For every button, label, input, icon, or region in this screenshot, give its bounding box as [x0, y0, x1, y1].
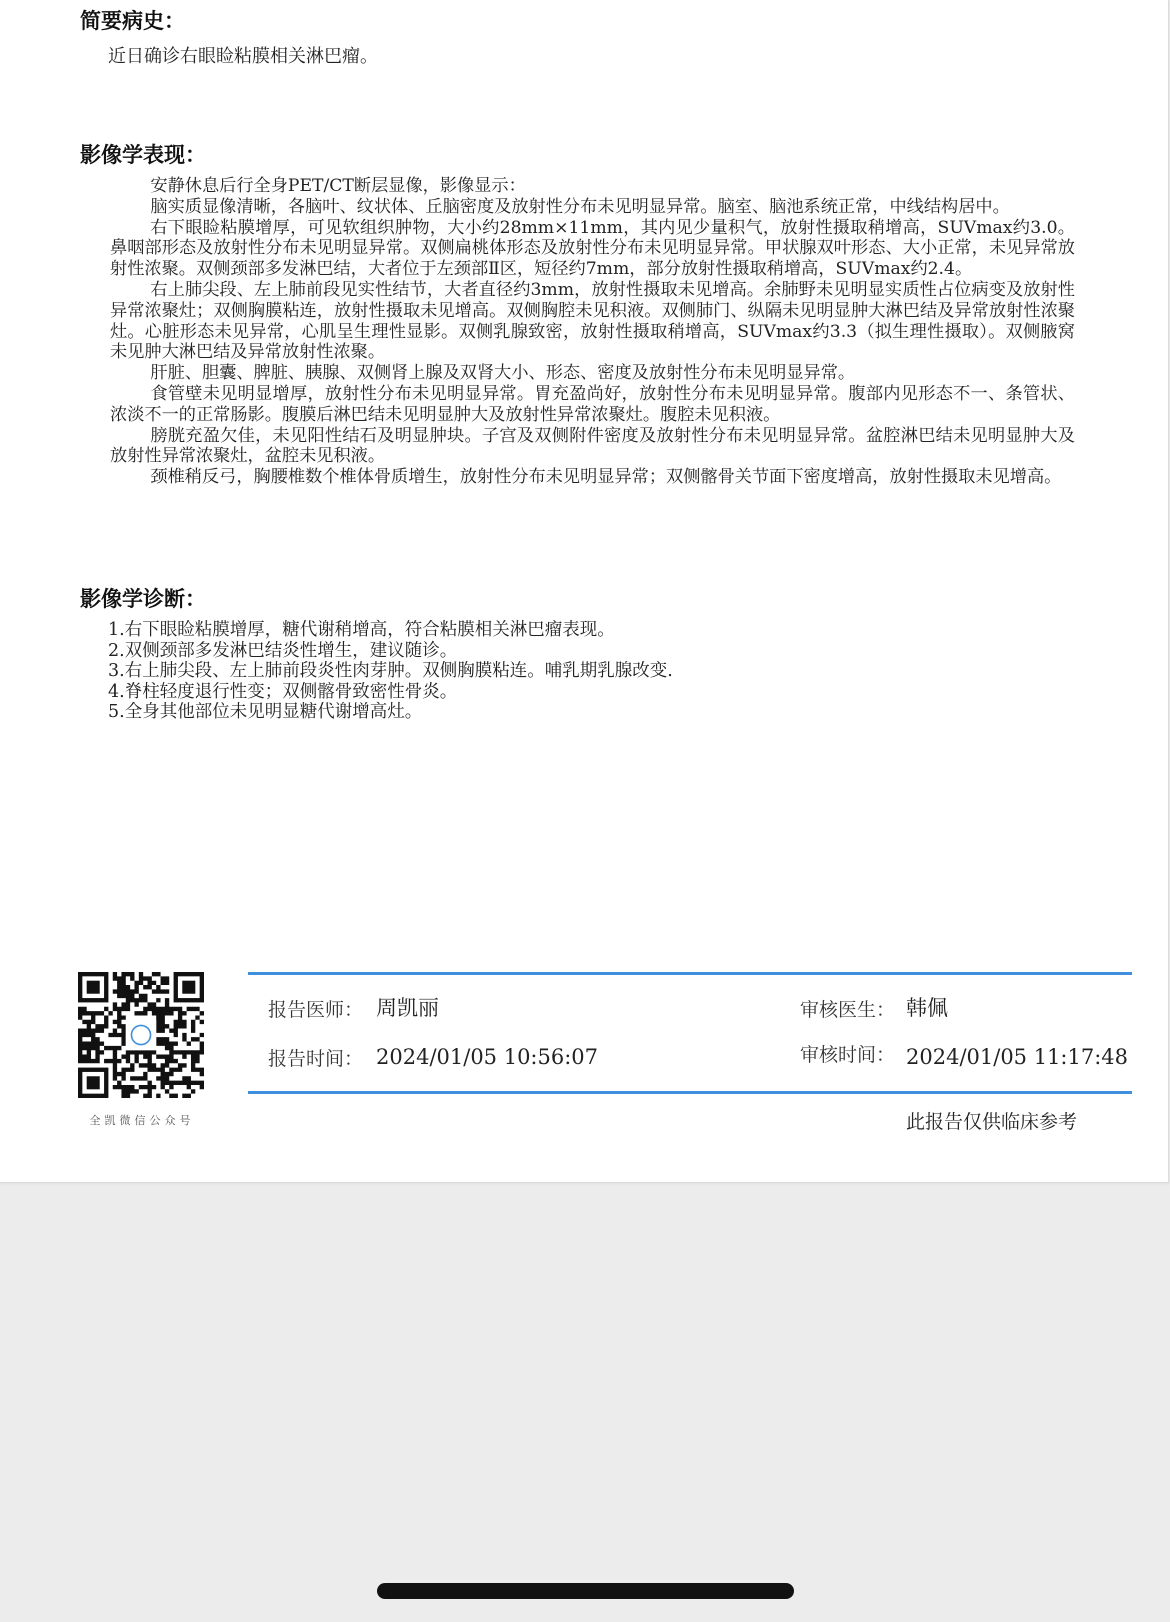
- disclaimer-text: 此报告仅供临床参考: [906, 1111, 1078, 1133]
- review-time: 2024/01/05 11:17:48: [906, 1045, 1129, 1069]
- imaging-findings-body: [110, 176, 1075, 488]
- report-time: 2024/01/05 10:56:07: [376, 1045, 599, 1069]
- reviewer-label: 审核医生：: [800, 999, 896, 1021]
- findings-paragraph: 膀胱充盈欠佳，未见阳性结石及明显肿块。子宫及双侧附件密度及放射性分布未见明显异常。盆腔淋巴结未见明显肿大及放射性异常浓聚灶，盆腔未见积液。: [110, 425, 1075, 467]
- findings-paragraph: 右下眼睑粘膜增厚，可见软组织肿物，大小约28mm×11mm，其内见少量积气，放射性摄取稍增高，SUVmax约3.0。鼻咽部形态及放射性分布未见明显异常。双侧扁桃体形态及放射性分布未见明显异常。甲状腺双叶形态、大小正常，未见异常放射性浓聚。双侧颈部多发淋巴结，大者位于左颈部Ⅱ区，短径约7mm，部分放射性摄取稍增高，SUVmax约2.4。: [110, 217, 1075, 280]
- findings-paragraph: 脑实质显像清晰，各脑叶、纹状体、丘脑密度及放射性分布未见明显异常。脑室、脑池系统正常，中线结构居中。: [150, 196, 1010, 217]
- findings-paragraph: 食管壁未见明显增厚，放射性分布未见明显异常。胃充盈尚好，放射性分布未见明显异常。腹部内见形态不一、条管状、浓淡不一的正常肠影。腹膜后淋巴结未见明显肿大及放射性异常浓聚灶。腹腔未见积液。: [110, 383, 1075, 425]
- home-indicator[interactable]: [377, 1583, 794, 1599]
- qr-code-icon: [78, 972, 204, 1098]
- review-time-label: 审核时间：: [800, 1044, 896, 1066]
- diagnosis-item: 2.双侧颈部多发淋巴结炎性增生，建议随诊。: [108, 640, 458, 661]
- diagnosis-heading: 影像学诊断：: [80, 587, 206, 611]
- diagnosis-item: 5.全身其他部位未见明显糖代谢增高灶。: [108, 702, 423, 723]
- reporter-label: 报告医师：: [268, 999, 364, 1021]
- diagnosis-item: 4.脊柱轻度退行性变；双侧髂骨致密性骨炎。: [108, 681, 458, 702]
- imaging-findings-heading: 影像学表现：: [80, 143, 206, 167]
- qr-block: [78, 972, 206, 1128]
- diagnosis-list: [108, 620, 673, 723]
- findings-paragraph: 安静休息后行全身PET/CT断层显像，影像显示：: [150, 176, 526, 196]
- reporter-name: 周凯丽: [376, 996, 439, 1020]
- history-text: 近日确诊右眼睑粘膜相关淋巴瘤。: [108, 46, 378, 67]
- reviewer-name: 韩佩: [906, 996, 948, 1020]
- findings-paragraph: 右上肺尖段、左上肺前段见实性结节，大者直径约3mm，放射性摄取未见增高。余肺野未见明显实质性占位病变及放射性异常浓聚灶；双侧胸膜粘连，放射性摄取未见增高。双侧胸腔未见积液。双侧肺门、纵隔未见明显肿大淋巴结及异常放射性浓聚灶。心脏形态未见异常，心肌呈生理性显影。双侧乳腺致密，放射性摄取稍增高，SUVmax约3.3（拟生理性摄取）。双侧腋窝未见肿大淋巴结及异常放射性浓聚。: [110, 279, 1075, 363]
- qr-caption: 全凯微信公众号: [89, 1114, 195, 1127]
- diagnosis-item: 3.右上肺尖段、左上肺前段炎性肉芽肿。双侧胸膜粘连。哺乳期乳腺改变.: [108, 661, 673, 682]
- diagnosis-item: 1.右下眼睑粘膜增厚，糖代谢稍增高，符合粘膜相关淋巴瘤表现。: [108, 620, 615, 640]
- signature-box: [248, 972, 1132, 1094]
- report-time-label: 报告时间：: [268, 1048, 364, 1070]
- history-heading: 简要病史：: [80, 9, 185, 33]
- findings-paragraph: 颈椎稍反弓，胸腰椎数个椎体骨质增生，放射性分布未见明显异常；双侧髂骨关节面下密度增高，放射性摄取未见增高。: [150, 467, 1062, 488]
- findings-paragraph: 肝脏、胆囊、脾脏、胰腺、双侧肾上腺及双肾大小、形态、密度及放射性分布未见明显异常。: [150, 363, 856, 384]
